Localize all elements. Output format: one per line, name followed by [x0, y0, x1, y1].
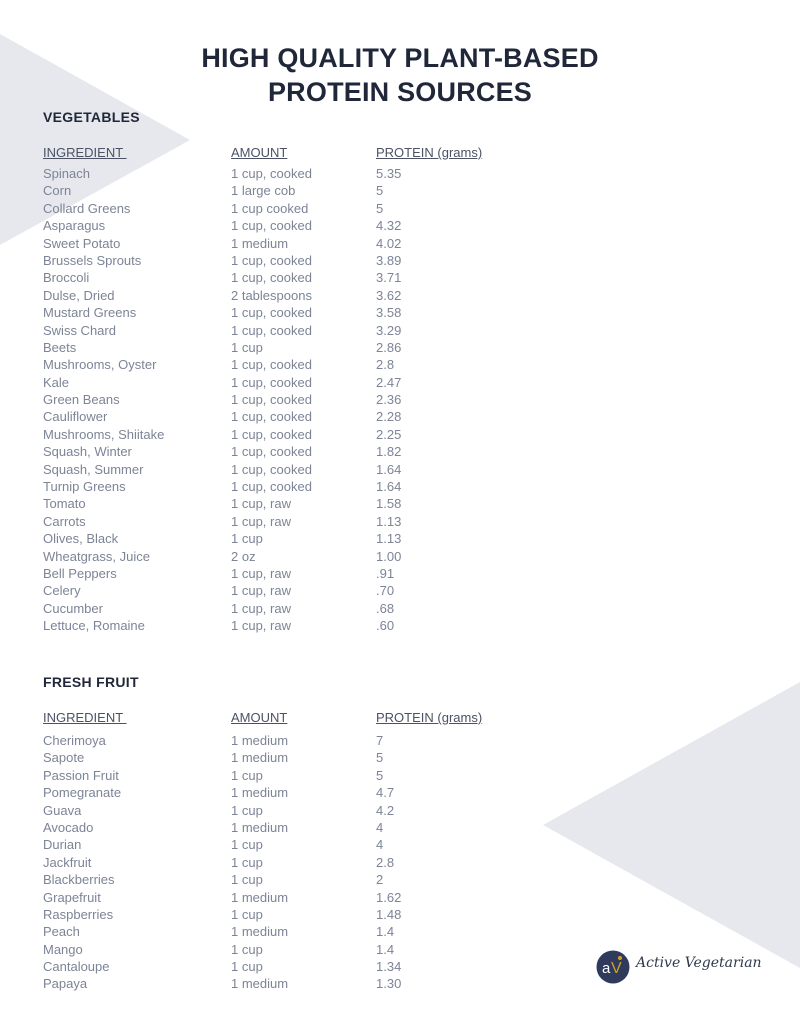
- ingredient-cell: Dulse, Dried: [43, 287, 115, 303]
- page-title: [0, 41, 800, 109]
- protein-cell: 1.13: [376, 513, 402, 529]
- table-row: [43, 443, 523, 460]
- amount-cell: 1 cup, raw: [231, 496, 291, 512]
- protein-cell: .70: [376, 583, 395, 599]
- table-row: [43, 784, 523, 801]
- table-row: [43, 923, 523, 940]
- protein-cell: 4: [376, 819, 384, 835]
- amount-cell: 1 medium: [231, 976, 289, 992]
- svg-text:a: a: [602, 960, 611, 977]
- protein-cell: 2.86: [376, 339, 402, 355]
- ingredient-cell: Wheatgrass, Juice: [43, 548, 150, 564]
- protein-cell: .68: [376, 600, 395, 616]
- table-row: [43, 975, 523, 992]
- fresh-fruit-section: [43, 672, 523, 993]
- section-heading: VEGETABLES: [43, 109, 140, 125]
- table-row: [43, 941, 523, 958]
- page-title-line-2: PROTEIN SOURCES: [267, 77, 533, 107]
- protein-cell: 5: [376, 750, 384, 766]
- amount-cell: 1 medium: [231, 733, 289, 748]
- amount-cell: 1 medium: [231, 235, 289, 251]
- table-row: [43, 749, 523, 766]
- protein-cell: 2.8: [376, 357, 395, 373]
- amount-cell: 1 cup, cooked: [231, 166, 312, 181]
- protein-column-header: PROTEIN (grams): [376, 710, 483, 725]
- protein-cell: 1.13: [376, 531, 402, 547]
- ingredient-cell: Papaya: [43, 976, 88, 992]
- protein-cell: 5: [376, 183, 384, 199]
- protein-cell: 3.89: [376, 252, 402, 268]
- amount-cell: 1 cup: [231, 339, 263, 355]
- amount-cell: 1 cup, raw: [231, 583, 291, 599]
- amount-cell: 1 cup, cooked: [231, 409, 312, 425]
- table-row: [43, 836, 523, 853]
- ingredient-cell: Mushrooms, Shiitake: [43, 426, 165, 442]
- ingredient-cell: Corn: [43, 183, 72, 199]
- protein-cell: 3.58: [376, 305, 402, 321]
- amount-cell: 1 medium: [231, 819, 289, 835]
- table-row: [43, 287, 523, 304]
- ingredient-cell: Pomegranate: [43, 785, 122, 801]
- protein-cell: 4.02: [376, 235, 402, 251]
- ingredient-cell: Sweet Potato: [43, 235, 121, 251]
- amount-cell: 1 cup: [231, 767, 263, 783]
- amount-cell: 1 cup, cooked: [231, 305, 312, 321]
- amount-cell: 1 cup, raw: [231, 600, 291, 616]
- amount-cell: 2 tablespoons: [231, 287, 312, 303]
- ingredient-cell: Lettuce, Romaine: [43, 618, 145, 634]
- ingredient-cell: Swiss Chard: [43, 322, 116, 338]
- table-row: [43, 269, 523, 286]
- ingredient-cell: Bell Peppers: [43, 565, 117, 581]
- logo-wordmark: Active Vegetarian: [636, 955, 762, 971]
- ingredient-cell: Brussels Sprouts: [43, 252, 142, 268]
- ingredient-cell: Broccoli: [43, 270, 90, 286]
- ingredient-cell: Peach: [43, 924, 80, 940]
- ingredient-cell: Asparagus: [43, 218, 106, 234]
- protein-cell: 2.28: [376, 409, 402, 425]
- table-row: [43, 889, 523, 906]
- ingredient-cell: Tomato: [43, 496, 86, 512]
- logo-mark-icon: [596, 950, 630, 984]
- protein-cell: 2: [376, 872, 384, 888]
- svg-text:V: V: [611, 960, 622, 977]
- protein-cell: 5.35: [376, 166, 402, 181]
- table-row: [43, 495, 523, 512]
- ingredient-cell: Turnip Greens: [43, 479, 126, 495]
- amount-cell: 1 cup, cooked: [231, 270, 312, 286]
- ingredient-cell: Squash, Summer: [43, 461, 144, 477]
- ingredient-cell: Celery: [43, 583, 81, 599]
- ingredient-cell: Blackberries: [43, 872, 115, 888]
- protein-cell: 7: [376, 733, 384, 748]
- table-row: [43, 600, 523, 617]
- ingredient-cell: Spinach: [43, 166, 90, 181]
- amount-cell: 1 cup, raw: [231, 618, 291, 634]
- table-row: [43, 391, 523, 408]
- table-row: [43, 854, 523, 871]
- table-row: [43, 582, 523, 599]
- table-row: [43, 530, 523, 547]
- table-row: [43, 304, 523, 321]
- ingredient-cell: Mango: [43, 941, 83, 957]
- amount-cell: 1 medium: [231, 924, 289, 940]
- ingredient-cell: Grapefruit: [43, 889, 101, 905]
- ingredient-cell: Cauliflower: [43, 409, 108, 425]
- ingredient-cell: Avocado: [43, 819, 94, 835]
- table-row: [43, 356, 523, 373]
- table-row: [43, 461, 523, 478]
- protein-cell: 4.32: [376, 218, 402, 234]
- protein-cell: .91: [376, 565, 395, 581]
- amount-cell: 1 cup, cooked: [231, 479, 312, 495]
- protein-cell: 2.8: [376, 854, 395, 870]
- ingredient-column-header: INGREDIENT: [43, 145, 127, 160]
- protein-cell: .60: [376, 618, 395, 634]
- protein-cell: 1.00: [376, 548, 402, 564]
- protein-cell: 1.82: [376, 444, 402, 460]
- table-row: [43, 374, 523, 391]
- fruit-table: [43, 732, 523, 993]
- vegetables-section: [43, 107, 523, 635]
- amount-cell: 1 cup, cooked: [231, 374, 312, 390]
- protein-cell: 3.29: [376, 322, 402, 338]
- ingredient-cell: Kale: [43, 374, 70, 390]
- protein-cell: 1.34: [376, 959, 402, 975]
- amount-column-header: AMOUNT: [231, 145, 288, 160]
- active-vegetarian-logo: [596, 948, 766, 988]
- amount-cell: 1 medium: [231, 889, 289, 905]
- amount-cell: 1 cup: [231, 531, 263, 547]
- table-row: [43, 906, 523, 923]
- protein-cell: 5: [376, 200, 384, 216]
- right-triangle: [543, 682, 800, 968]
- ingredient-cell: Squash, Winter: [43, 444, 132, 460]
- ingredient-cell: Passion Fruit: [43, 767, 119, 783]
- table-row: [43, 565, 523, 582]
- ingredient-cell: Mushrooms, Oyster: [43, 357, 157, 373]
- ingredient-cell: Sapote: [43, 750, 85, 766]
- table-row: [43, 426, 523, 443]
- amount-cell: 1 cup: [231, 872, 263, 888]
- protein-cell: 4.2: [376, 802, 395, 818]
- table-header: [43, 708, 523, 728]
- protein-cell: 4: [376, 837, 384, 853]
- ingredient-cell: Cherimoya: [43, 733, 106, 748]
- table-row: [43, 322, 523, 339]
- ingredient-cell: Carrots: [43, 513, 86, 529]
- amount-cell: 1 cup, cooked: [231, 252, 312, 268]
- table-row: [43, 767, 523, 784]
- protein-cell: 1.64: [376, 479, 402, 495]
- table-row: [43, 339, 523, 356]
- protein-cell: 2.36: [376, 392, 402, 408]
- table-row: [43, 958, 523, 975]
- protein-cell: 1.48: [376, 906, 402, 922]
- amount-cell: 1 large cob: [231, 183, 296, 199]
- amount-cell: 1 cup: [231, 959, 263, 975]
- ingredient-cell: Durian: [43, 837, 82, 853]
- section-heading: FRESH FRUIT: [43, 674, 139, 690]
- table-row: [43, 871, 523, 888]
- table-row: [43, 617, 523, 634]
- ingredient-cell: Cucumber: [43, 600, 103, 616]
- amount-cell: 1 cup, cooked: [231, 461, 312, 477]
- table-row: [43, 819, 523, 836]
- amount-cell: 1 cup, cooked: [231, 357, 312, 373]
- amount-cell: 1 cup: [231, 802, 263, 818]
- amount-cell: 2 oz: [231, 548, 256, 564]
- table-header: [43, 143, 523, 163]
- protein-cell: 3.62: [376, 287, 402, 303]
- table-row: [43, 235, 523, 252]
- protein-cell: 1.62: [376, 889, 402, 905]
- table-row: [43, 513, 523, 530]
- ingredient-cell: Olives, Black: [43, 531, 119, 547]
- table-row: [43, 408, 523, 425]
- vegetables-table: [43, 165, 523, 635]
- ingredient-cell: Guava: [43, 802, 82, 818]
- ingredient-column-header: INGREDIENT: [43, 710, 127, 725]
- amount-cell: 1 medium: [231, 750, 289, 766]
- protein-cell: 5: [376, 767, 384, 783]
- table-row: [43, 802, 523, 819]
- table-row: [43, 182, 523, 199]
- amount-cell: 1 cup: [231, 941, 263, 957]
- amount-column-header: AMOUNT: [231, 710, 288, 725]
- protein-cell: 4.7: [376, 785, 395, 801]
- table-row: [43, 165, 523, 182]
- amount-cell: 1 cup, cooked: [231, 322, 312, 338]
- amount-cell: 1 cup: [231, 854, 263, 870]
- table-row: [43, 548, 523, 565]
- ingredient-cell: Jackfruit: [43, 854, 92, 870]
- protein-cell: 2.47: [376, 374, 402, 390]
- protein-cell: 1.30: [376, 976, 402, 992]
- ingredient-cell: Beets: [43, 339, 77, 355]
- amount-cell: 1 cup: [231, 906, 263, 922]
- amount-cell: 1 cup, cooked: [231, 426, 312, 442]
- page-title-line-1: HIGH QUALITY PLANT-BASED: [201, 43, 599, 73]
- ingredient-cell: Mustard Greens: [43, 305, 137, 321]
- protein-cell: 1.4: [376, 941, 395, 957]
- amount-cell: 1 cup, raw: [231, 565, 291, 581]
- amount-cell: 1 cup, cooked: [231, 444, 312, 460]
- table-row: [43, 217, 523, 234]
- amount-cell: 1 cup, cooked: [231, 392, 312, 408]
- protein-cell: 1.64: [376, 461, 402, 477]
- protein-cell: 2.25: [376, 426, 402, 442]
- protein-cell: 3.71: [376, 270, 402, 286]
- amount-cell: 1 cup, cooked: [231, 218, 312, 234]
- ingredient-cell: Cantaloupe: [43, 959, 110, 975]
- amount-cell: 1 medium: [231, 785, 289, 801]
- amount-cell: 1 cup: [231, 837, 263, 853]
- table-row: [43, 252, 523, 269]
- ingredient-cell: Collard Greens: [43, 200, 131, 216]
- protein-cell: 1.58: [376, 496, 402, 512]
- protein-cell: 1.4: [376, 924, 395, 940]
- table-row: [43, 478, 523, 495]
- protein-column-header: PROTEIN (grams): [376, 145, 483, 160]
- table-row: [43, 200, 523, 217]
- amount-cell: 1 cup, raw: [231, 513, 291, 529]
- ingredient-cell: Raspberries: [43, 906, 114, 922]
- table-row: [43, 732, 523, 749]
- amount-cell: 1 cup cooked: [231, 200, 309, 216]
- ingredient-cell: Green Beans: [43, 392, 120, 408]
